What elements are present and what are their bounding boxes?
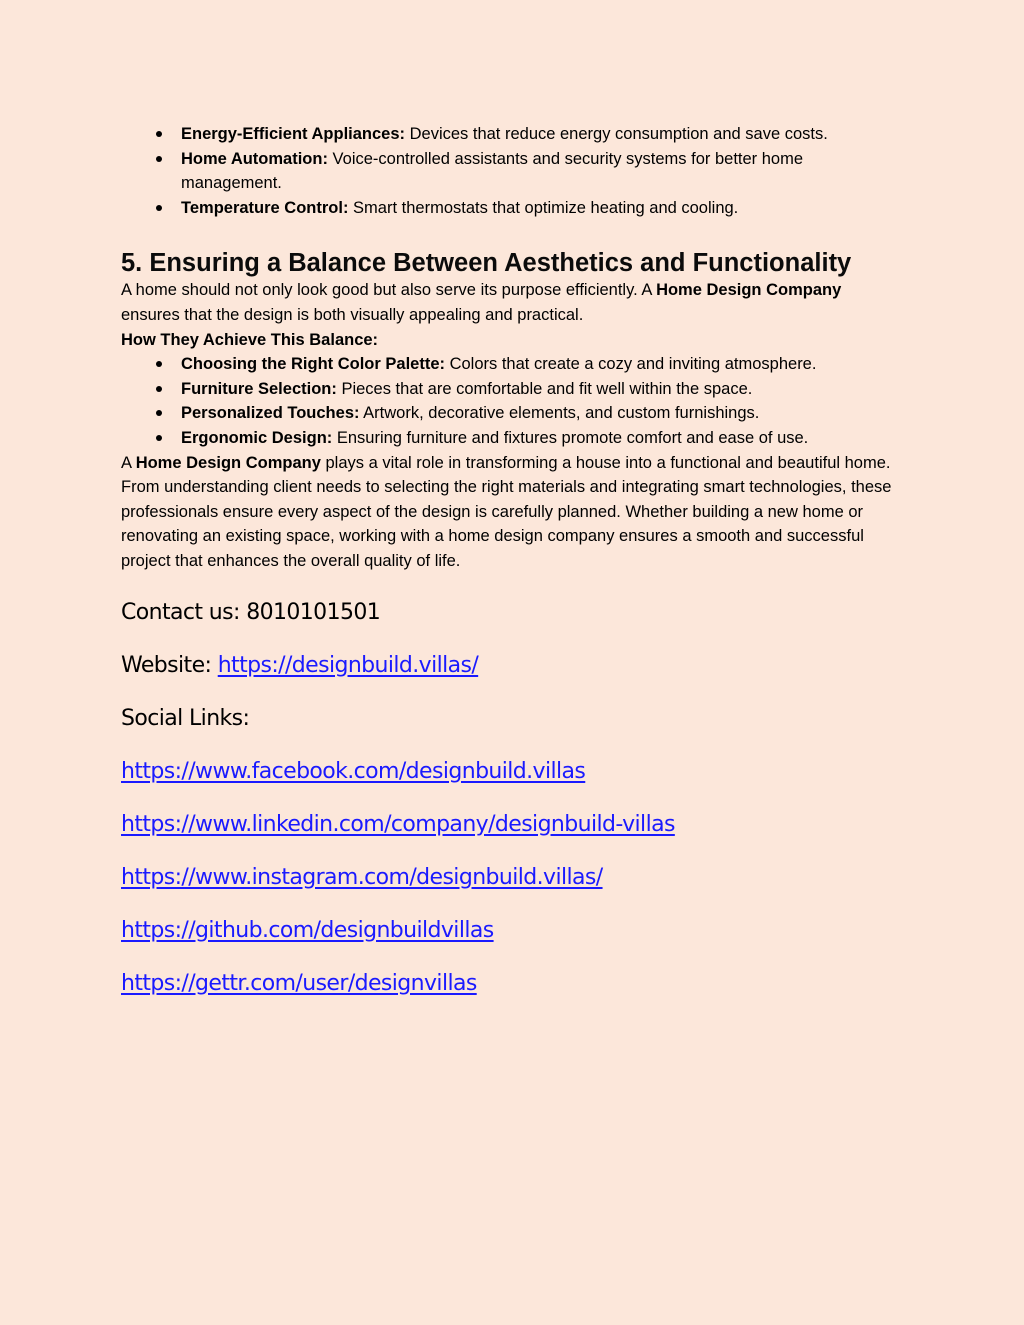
closing-suffix: plays a vital role in transforming a house into a functional and beautiful home. From understanding client needs to selecting the right materials and integrating smart technologies, these professionals ensure every aspect of the design is carefully planned. Whether building a new home or renovating an existing space, working with a home design company ensures a smooth and successful project that enhances the overall quality of life.: [121, 453, 892, 570]
intro-bold: Home Design Company: [656, 281, 842, 300]
intro-suffix: ensures that the design is both visually appealing and practical.: [121, 305, 584, 324]
list-item: [121, 122, 901, 147]
instagram-link[interactable]: https://www.instagram.com/designbuild.villas/: [121, 864, 603, 890]
github-link[interactable]: https://github.com/designbuildvillas: [121, 917, 494, 943]
list-item: [121, 352, 901, 377]
smart-features-list: [121, 122, 901, 220]
list-item-text: Artwork, decorative elements, and custom furnishings.: [359, 404, 760, 423]
social-links-label: Social Links:: [121, 705, 250, 731]
list-item-text: Colors that create a cozy and inviting atmosphere.: [445, 355, 817, 374]
closing-prefix: A: [121, 453, 136, 472]
website-label: Website:: [121, 652, 218, 678]
list-item-text: Ensuring furniture and fixtures promote comfort and ease of use.: [332, 428, 809, 447]
social-link-row: [121, 917, 901, 945]
balance-subheading: How They Achieve This Balance:: [121, 330, 379, 349]
intro-prefix: A home should not only look good but also serve its purpose efficiently. A: [121, 281, 657, 300]
list-item-term: Personalized Touches:: [181, 404, 360, 423]
website-line: [121, 652, 901, 680]
list-item-term: Ergonomic Design:: [181, 428, 333, 447]
linkedin-link[interactable]: https://www.linkedin.com/company/designbuild-villas: [121, 811, 675, 837]
list-item-text: Devices that reduce energy consumption and save costs.: [405, 125, 828, 143]
website-link[interactable]: https://designbuild.villas/: [217, 652, 479, 678]
list-item-text: Voice-controlled assistants and security systems for better home management.: [181, 149, 804, 193]
list-item-term: Energy-Efficient Appliances:: [181, 125, 406, 143]
social-link-row: [121, 758, 901, 786]
social-link-row: [121, 970, 901, 998]
list-item: [121, 426, 901, 451]
closing-paragraph: [121, 451, 901, 574]
list-item-text: Pieces that are comfortable and fit well within the space.: [336, 379, 753, 398]
contact-phone: Contact us: 8010101501: [121, 599, 381, 625]
social-link-row: [121, 811, 901, 839]
closing-bold: Home Design Company: [135, 453, 321, 472]
list-item: [121, 196, 901, 221]
section-heading: 5. Ensuring a Balance Between Aesthetics and Functionality: [121, 249, 852, 278]
list-item-text: Smart thermostats that optimize heating and cooling.: [348, 198, 739, 217]
list-item: [121, 377, 901, 402]
facebook-link[interactable]: https://www.facebook.com/designbuild.villas: [121, 758, 586, 784]
intro-paragraph: [121, 278, 901, 327]
list-item: [121, 147, 901, 196]
list-item-term: Temperature Control:: [181, 198, 349, 217]
list-item-term: Home Automation:: [181, 149, 328, 168]
list-item: [121, 401, 901, 426]
list-item-term: Furniture Selection:: [181, 379, 337, 398]
page-content: [121, 122, 901, 998]
social-link-row: [121, 864, 901, 892]
contact-block: [121, 599, 901, 998]
balance-list: [121, 352, 901, 450]
gettr-link[interactable]: https://gettr.com/user/designvillas: [121, 970, 477, 996]
list-item-term: Choosing the Right Color Palette:: [181, 355, 445, 374]
